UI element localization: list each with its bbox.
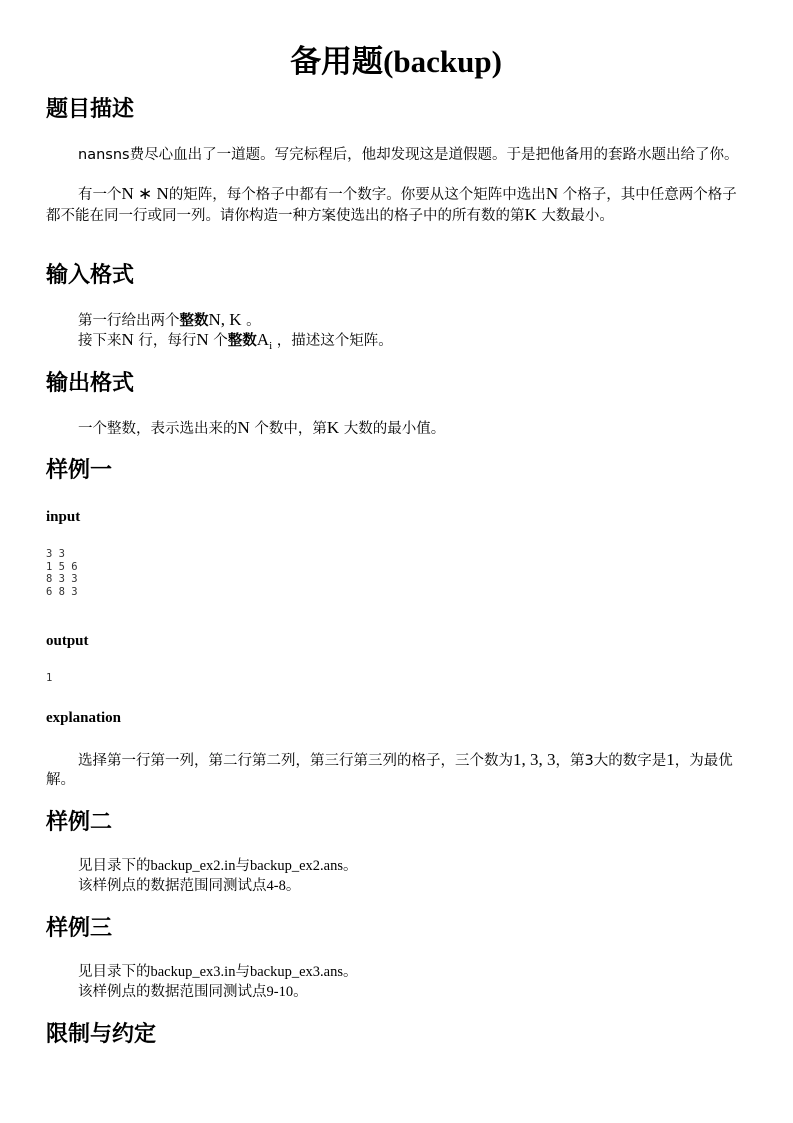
file-name-ex3-ans: backup_ex3.ans: [249, 964, 343, 980]
section-heading-limits: 限制与约定: [46, 1022, 157, 1047]
page-title: [46, 36, 746, 81]
file-name-ex3-in: backup_ex3.in: [150, 964, 236, 980]
math-n-times-n: N ∗ N: [121, 184, 169, 203]
input-format-line-1: 第一行给出两个整数N, K 。: [78, 310, 261, 329]
input-format-line-2: 接下来N 行，每行N 个整数$A_i$ ，描述这个矩阵。: [78, 330, 393, 352]
section-heading-output-format: 输出格式: [46, 371, 135, 396]
section-heading-sample-2: 样例二: [46, 810, 113, 835]
file-name-ex2-ans: backup_ex2.ans: [249, 858, 343, 874]
math-k: K: [524, 205, 537, 224]
description-paragraph-2: 有一个N ∗ N的矩阵，每个格子中都有一个数字。你要从这个矩阵中选出N 个格子，其中任意两个格子都不能在同一行或同一列。请你构造一种方案使选出的格子中的所有数的第K 大数最小。: [46, 184, 737, 224]
output-format-line: 一个整数，表示选出来的N 个数中，第K 大数的最小值。: [78, 418, 446, 437]
title-english: (backup): [383, 44, 502, 79]
sample-1-explanation-label: explanation: [46, 710, 122, 726]
section-heading-description: 题目描述: [46, 97, 135, 122]
sample-3-line-1: 见目录下的backup_ex3.in与backup_ex3.ans。: [78, 964, 358, 980]
sample-2-line-1: 见目录下的backup_ex2.in与backup_ex2.ans。: [78, 858, 358, 874]
section-heading-sample-3: 样例三: [46, 916, 113, 941]
sample-1-input-label: input: [46, 509, 81, 525]
title-chinese: 备用题: [290, 44, 384, 80]
sample-1-output-label: output: [46, 633, 89, 649]
sample-3-line-2: 该样例点的数据范围同测试点9-10。: [78, 984, 308, 1000]
sample-1-output-block: 1: [46, 672, 53, 684]
math-n: N: [545, 184, 559, 203]
sample-1-input-block: 3 3 1 5 6 8 3 3 6 8 3: [46, 548, 78, 598]
section-heading-sample-1: 样例一: [46, 458, 113, 483]
sample-2-line-2: 该样例点的数据范围同测试点4-8。: [78, 878, 301, 894]
file-name-ex2-in: backup_ex2.in: [150, 858, 236, 874]
sample-1-explanation: 选择第一行第一列，第二行第二列，第三行第三列的格子，三个数为1, 3, 3，第3大的数字是1，为最优解。: [46, 750, 733, 788]
description-paragraph-1: nansns费尽心血出了一道题。写完标程后，他却发现这是道假题。于是把他备用的套路水题出给了你。: [78, 147, 739, 163]
section-heading-input-format: 输入格式: [46, 263, 135, 288]
